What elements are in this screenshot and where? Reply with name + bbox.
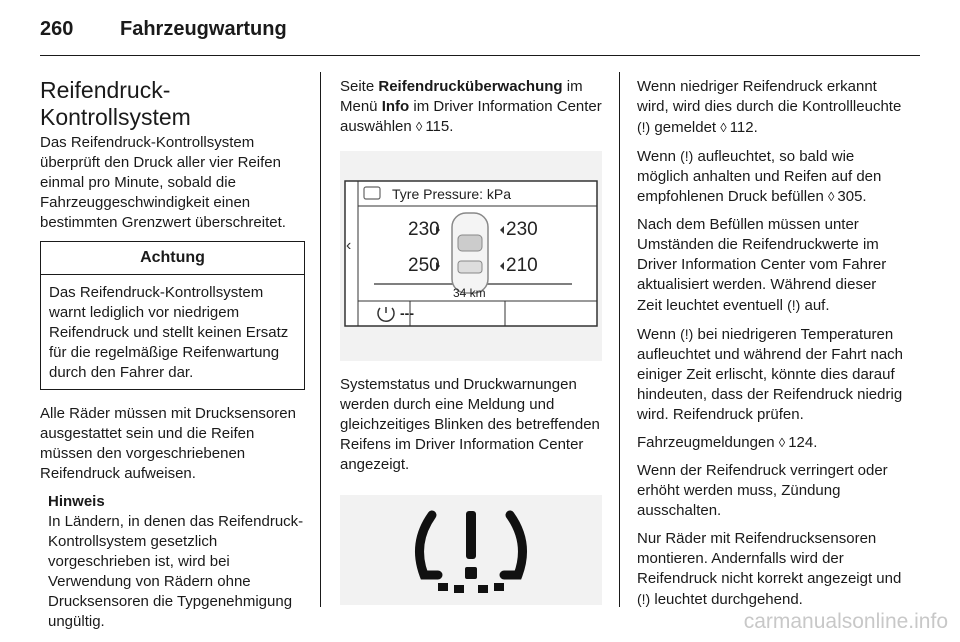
- dic-screen-illustration: [340, 151, 602, 361]
- paragraph-ignition: Wenn der Reifendruck verringert oder erhöht werden muss, Zündung ausschalten.: [637, 462, 888, 519]
- rear-right-pressure: 210: [506, 255, 538, 276]
- status-paragraph: Systemstatus und Druckwarnungen werden durch eine Meldung und gleichzeitiges Blinken des betreffenden Reifens im Driver Information Center angezeigt.: [340, 376, 600, 473]
- column-divider-2: [619, 72, 620, 607]
- front-left-pressure: 230: [408, 219, 440, 240]
- rear-left-pressure: 250: [408, 255, 440, 276]
- paragraph-detect: Wenn niedriger Reifendruck erkannt wird, wird dies durch die Kontrollleuchte (!) gemeldet ◊ 112.: [637, 78, 902, 136]
- page-ref: 115.: [425, 118, 454, 135]
- sensor-paragraph: Alle Räder müssen mit Drucksensoren ausgestattet sein und die Reifen müssen den vorgeschriebenen Reifendruck aufweisen.: [40, 405, 296, 482]
- chapter-title: Fahrzeugwartung: [120, 18, 287, 40]
- tpms-icon: (!): [787, 297, 801, 313]
- intro-paragraph: Das Reifendruck-Kontrollsystem überprüft den Druck aller vier Reifen einmal pro Minute, sobald die Fahrzeuggeschwindigkeit einen bestimmten Grenzwert überschreitet.: [40, 134, 286, 231]
- watermark: carmanualsonline.info: [743, 610, 948, 633]
- tpms-icon: (!): [680, 326, 694, 342]
- paragraph-stop: Wenn (!) aufleuchtet, so bald wie möglich anhalten und Reifen auf den empfohlenen Druck befüllen ◊ 305.: [637, 148, 882, 205]
- caution-title: Achtung: [41, 242, 304, 275]
- paragraph-temperature: Wenn (!) bei niedrigeren Temperaturen aufleuchtet und während der Fahrt nach einiger Zeit erlischt, könnte dies darauf hindeuten, dass der Reifendruck niedrig wird. Reifendruck prüfen.: [637, 326, 904, 423]
- tpms-icon: (!): [637, 119, 651, 135]
- paragraph-messages: Fahrzeugmeldungen ◊ 124.: [637, 434, 818, 451]
- distance-readout: 34 km: [453, 286, 486, 300]
- car-top-view-icon: [452, 213, 488, 293]
- status-readout: ---: [400, 305, 414, 321]
- paragraph-sensors: Nur Räder mit Reifendrucksensoren montieren. Andernfalls wird der Reifendruck nicht korrekt angezeigt und (!) leuchtet durchgehend.: [637, 530, 902, 608]
- page-ref-icon: ◊: [415, 119, 423, 134]
- column-2: [340, 77, 602, 605]
- column-1: [40, 77, 305, 632]
- caution-text: Das Reifendruck-Kontrollsystem warnt lediglich vor niedrigem Reifendruck und stellt keinen Ersatz für die regelmäßige Reifenwartung durch den Fahrer dar.: [49, 284, 289, 381]
- tpms-warning-illustration: [340, 495, 602, 605]
- tpms-icon: (!): [637, 591, 651, 607]
- note-block: [40, 492, 305, 632]
- column-3: [637, 77, 905, 618]
- page-number: 260: [40, 18, 74, 40]
- page-ref-icon: ◊: [827, 189, 835, 204]
- header-rule: [40, 55, 920, 56]
- column-divider-1: [320, 72, 321, 607]
- screen-title: Tyre Pressure: kPa: [392, 186, 512, 202]
- section-heading: Reifendruck- Kontrollsystem: [40, 77, 191, 130]
- page-ref-icon: ◊: [778, 435, 786, 450]
- front-right-pressure: 230: [506, 219, 538, 240]
- page-header: [40, 18, 287, 41]
- tpms-warning-icon: [340, 495, 602, 605]
- page-ref-icon: ◊: [720, 120, 727, 135]
- note-title: Hinweis: [48, 493, 105, 510]
- menu-paragraph: Seite Reifendrucküberwachung im Menü Info im Driver Information Center auswählen ◊ 115.: [340, 78, 602, 135]
- tpms-icon: (!): [680, 148, 694, 164]
- note-text: In Ländern, in denen das Reifendruck-Kontrollsystem gesetzlich vorgeschrieben ist, wird bei Verwendung von Rädern ohne Drucksensoren die Typgenehmigung ungültig.: [48, 513, 304, 630]
- caution-box: [40, 241, 305, 390]
- back-arrow-icon: ‹: [346, 237, 352, 254]
- paragraph-refill: Nach dem Befüllen müssen unter Umständen die Reifendruckwerte im Driver Information Center vom Fahrer aktualisiert werden. Während dieser Zeit leuchtet eventuell (!) auf.: [637, 216, 887, 314]
